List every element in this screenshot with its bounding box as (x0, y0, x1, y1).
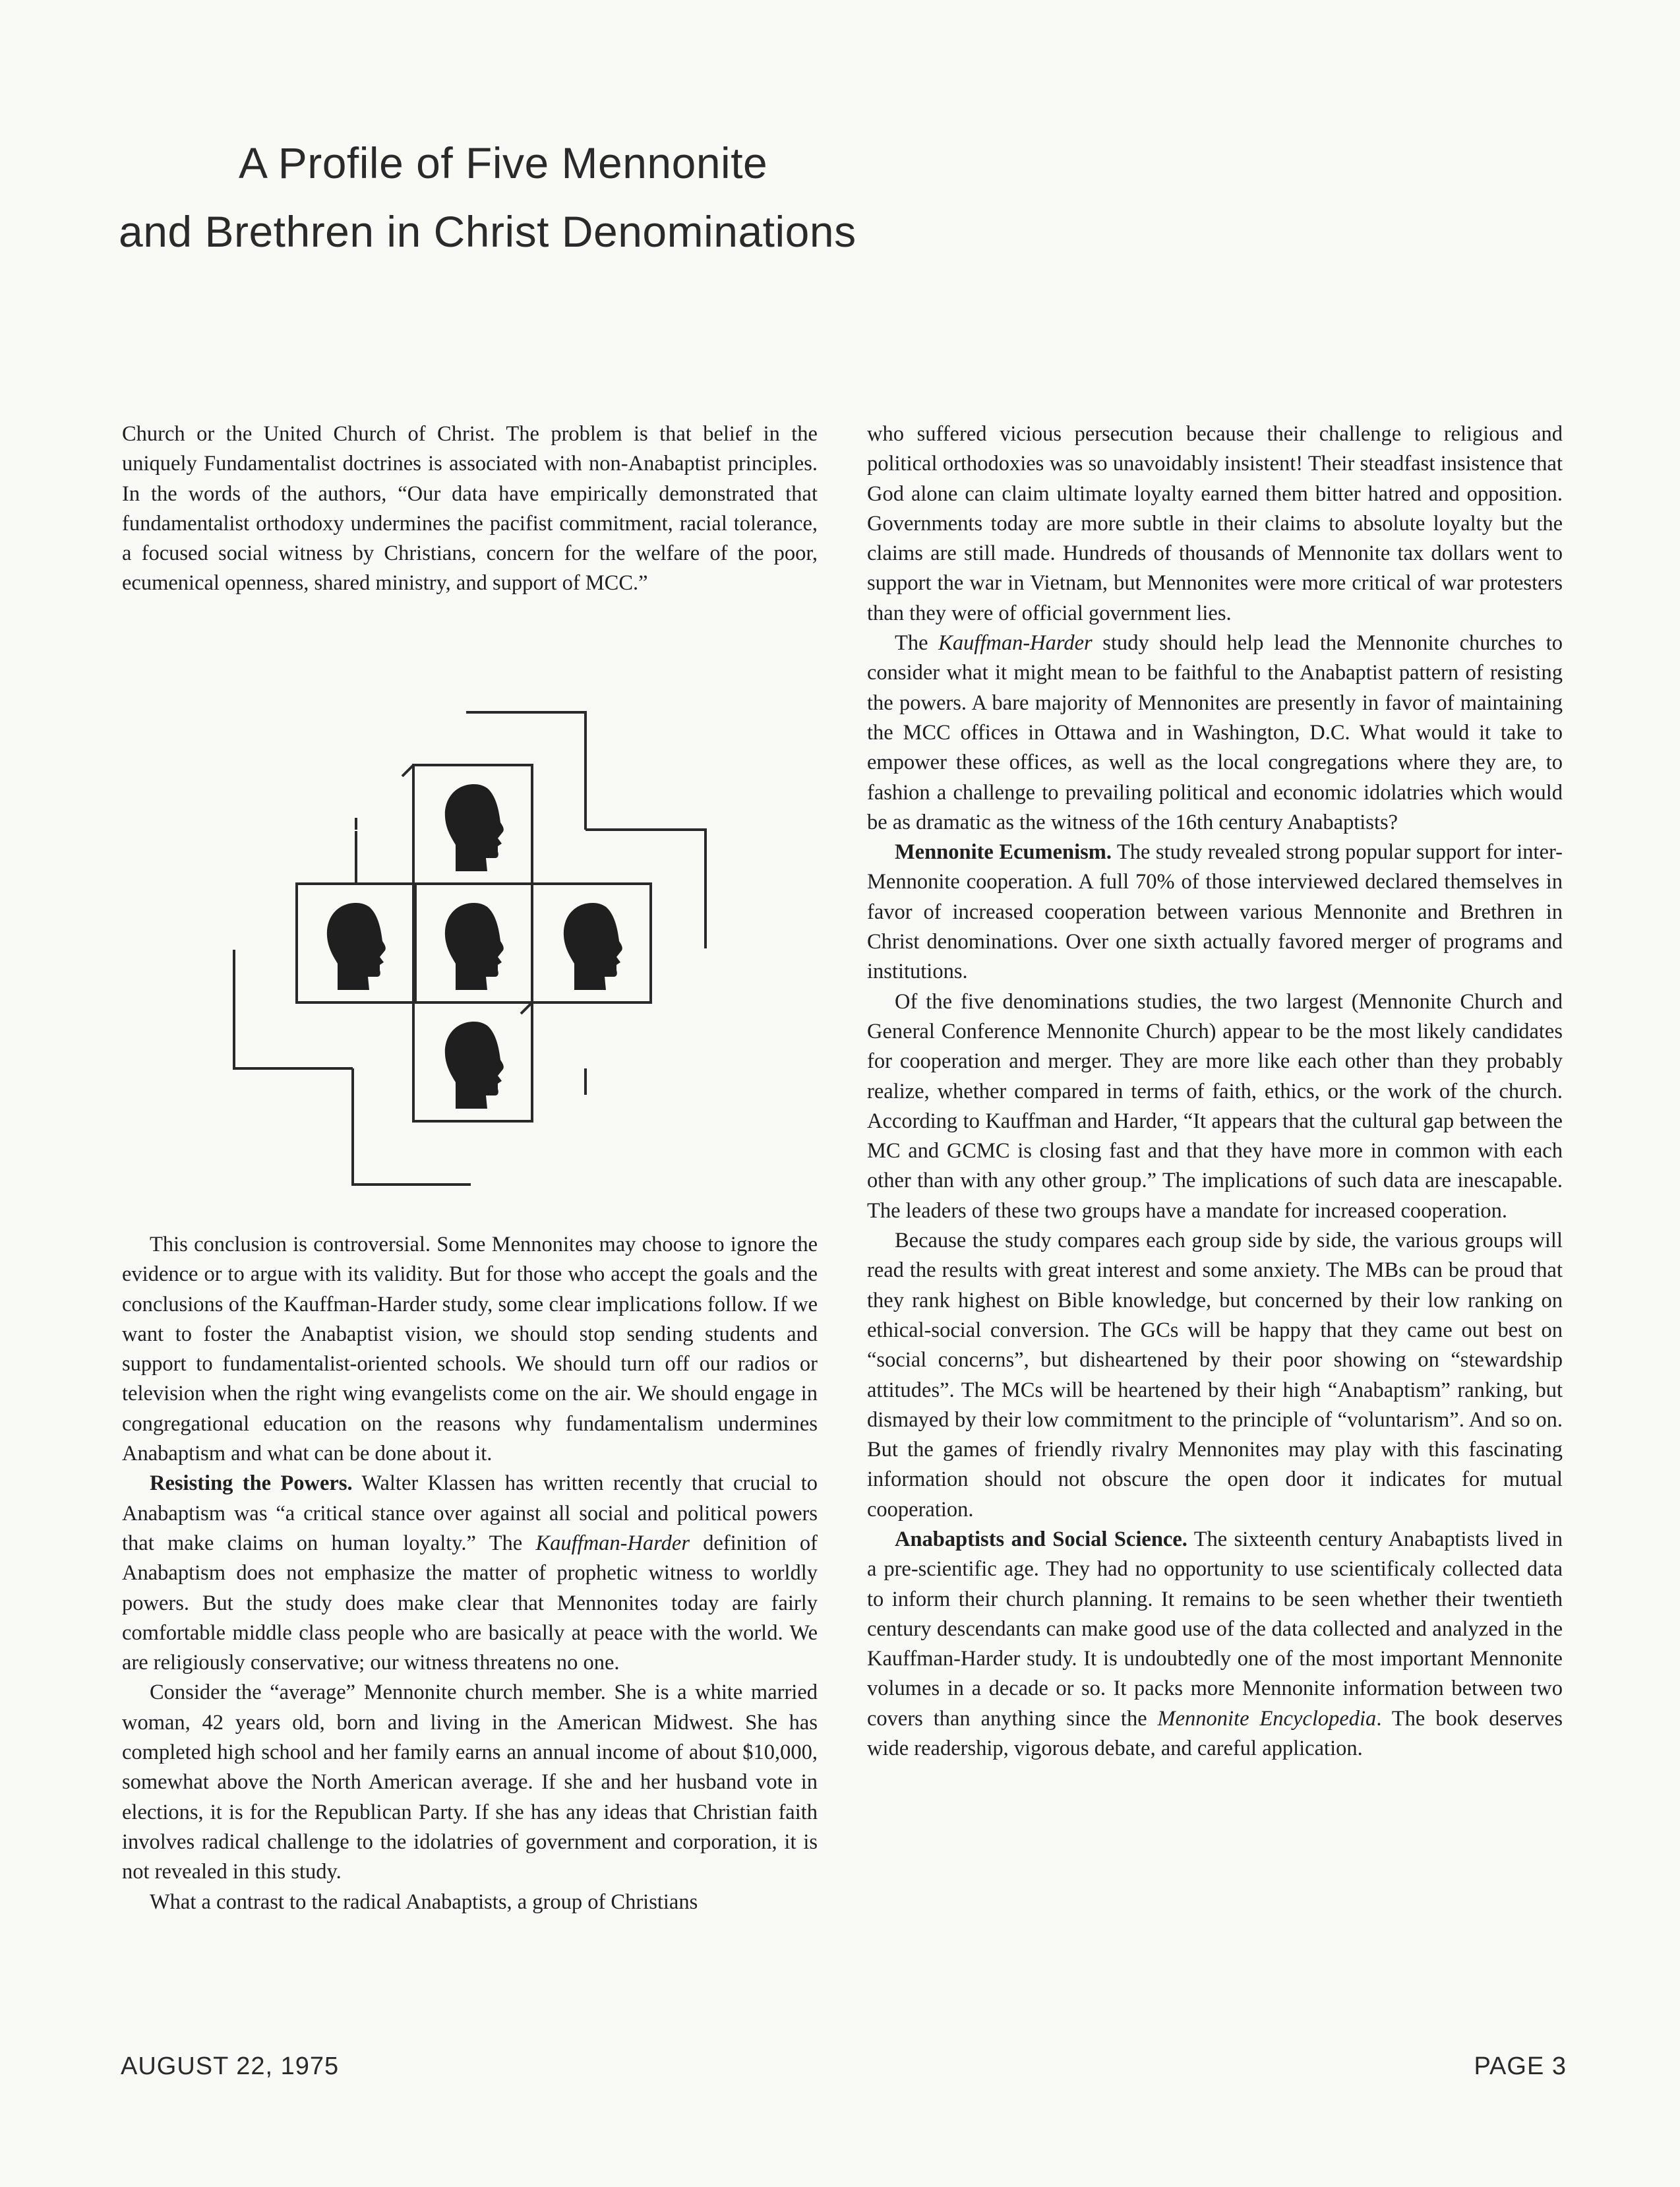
text-run: study should help lead the Mennonite churches to consider what it might mean to be faithful to the Anabaptist pattern of resisting the powers. A bare majority of Mennonites are presently in favor of maintaining the MCC offices in Ottawa and in Washington, D.C. What would it take to empower these offices, as well as the local congregations where they are, to fashion a challenge to prevailing political and economic idolatries which would be as dramatic as the witness of the 16th century Anabaptists? (867, 631, 1563, 834)
left-column-top (122, 419, 818, 599)
article-title (119, 129, 1569, 266)
section-heading: Resisting the Powers. (150, 1471, 353, 1496)
text-run: The study revealed strong popular support for inter-Mennonite cooperation. A full 70% of those interviewed declared themselves in favor of increased cooperation between various Mennonite and Brethren in Christ denominations. Over one sixth actually favored merger of programs and institutions. (867, 840, 1563, 984)
paragraph (867, 838, 1563, 987)
footer-date: AUGUST 22, 1975 (121, 2052, 340, 2080)
section-heading: Mennonite Ecumenism. (895, 840, 1112, 865)
paragraph: who suffered vicious persecution because their challenge to religious and political orthodoxies was so unavoidably insistent! Their steadfast insistence that God alone can claim ultimate loyalty earned them bitter hatred and opposition. Governments today are more subtle in their claims to absolute loyalty but the claims are still made. Hundreds of thousands of Mennonite tax dollars went to support the war in Vietnam, but Mennonites were more critical of war protesters than they were of official government lies. (867, 422, 1563, 625)
italic-run: Kauffman-Harder (535, 1531, 690, 1555)
page-number: PAGE 3 (1474, 2052, 1567, 2080)
paragraph (867, 629, 1563, 838)
five-heads-cross-icon (231, 699, 719, 1200)
paragraph (122, 1469, 818, 1678)
text-run: . The book deserves wide readership, vigorous debate, and careful application. (867, 1706, 1563, 1761)
paragraph: Because the study compares each group side by side, the various groups will read the results with great interest and some anxiety. The MBs can be proud that they rank highest on Bible knowledge, but concerned by their low ranking on ethical-social conversion. The GCs will be happy that they came out best on “social concerns”, but disheartened by their poor showing on “stewardship attitudes”. The MCs will be heartened by their high “Anabaptism” ranking, but dismayed by their low commitment to the principle of “voluntarism”. And so on. But the games of friendly rivalry Mennonites may play with this fascinating information should not obscure the open door it indicates for mutual cooperation. (867, 1229, 1563, 1522)
left-column-bottom (122, 1230, 818, 1917)
section-heading: Anabaptists and Social Science. (895, 1527, 1187, 1551)
paragraph: This conclusion is controversial. Some Mennonites may choose to ignore the evidence or to argue with its validity. But for those who accept the goals and the conclusions of the Kauffman-Harder study, some clear implications follow. If we want to foster the Anabaptist vision, we should stop sending students and support to fundamentalist-oriented schools. We should turn off our radios or television when the right wing evangelists come on the air. We should engage in congregational education on the reasons why fundamentalism undermines Anabaptism and what can be done about it. (122, 1233, 818, 1466)
italic-run: Mennonite Encyclopedia (1157, 1706, 1377, 1731)
text-run: definition of Anabaptism does not emphasize the matter of prophetic witness to worldly powers. But the study does make clear that Mennonites today are fairly comfortable middle class people who are basically at peace with the world. We are religiously conservative; our witness threatens no one. (122, 1531, 818, 1675)
paragraph (867, 1525, 1563, 1764)
paragraph: Church or the United Church of Christ. The problem is that belief in the uniquely Fundamentalist doctrines is associated with non-Anabaptist principles. In the words of the authors, “Our data have empirically demonstrated that fundamentalist orthodoxy undermines the pacifist commitment, racial tolerance, a focused social witness by Christians, concern for the welfare of the poor, ecumenical openness, shared ministry, and support of MCC.” (122, 422, 818, 596)
italic-run: Kauffman-Harder (938, 631, 1093, 656)
title-line-2: and Brethren in Christ Denominations (119, 207, 856, 256)
paragraph: Consider the “average” Mennonite church member. She is a white married woman, 42 years old, born and living in the American Midwest. She has completed high school and her family earns an annual income of about $10,000, somewhat above the North American average. If she and her husband vote in elections, it is for the Republican Party. If she has any ideas that Christian faith involves radical challenge to the idolatries of government and corporation, it is not revealed in this study. (122, 1680, 818, 1884)
paragraph: What a contrast to the radical Anabaptists, a group of Christians (150, 1890, 698, 1914)
text-run: The (895, 631, 939, 656)
text-run: The sixteenth century Anabaptists lived in a pre-scientific age. They had no opportunity to use scientificaly collected data to inform their church planning. It remains to be seen whether their twentieth century descendants can make good use of the data collected and analyzed in the Kauffman-Harder study. It is undoubtedly one of the most important Mennonite volumes in a decade or so. It packs more Mennonite information between two covers than anything since the (867, 1527, 1563, 1731)
title-line-1: A Profile of Five Mennonite (239, 139, 768, 187)
right-column (867, 419, 1563, 1764)
paragraph: Of the five denominations studies, the two largest (Mennonite Church and General Conference Mennonite Church) appear to be the most likely candidates for cooperation and merger. They are more like each other than they probably realize, whether compared in terms of faith, ethics, or the work of the church. According to Kauffman and Harder, “It appears that the cultural gap between the MC and GCMC is closing fast and that they have more in common with each other than with any other group.” The implications of such data are inescapable. The leaders of these two groups have a mandate for increased cooperation. (867, 989, 1563, 1223)
text-run: Walter Klassen has written recently that crucial to Anabaptism was “a critical stance over against all social and political powers that make claims on human loyalty.” The (122, 1471, 818, 1555)
